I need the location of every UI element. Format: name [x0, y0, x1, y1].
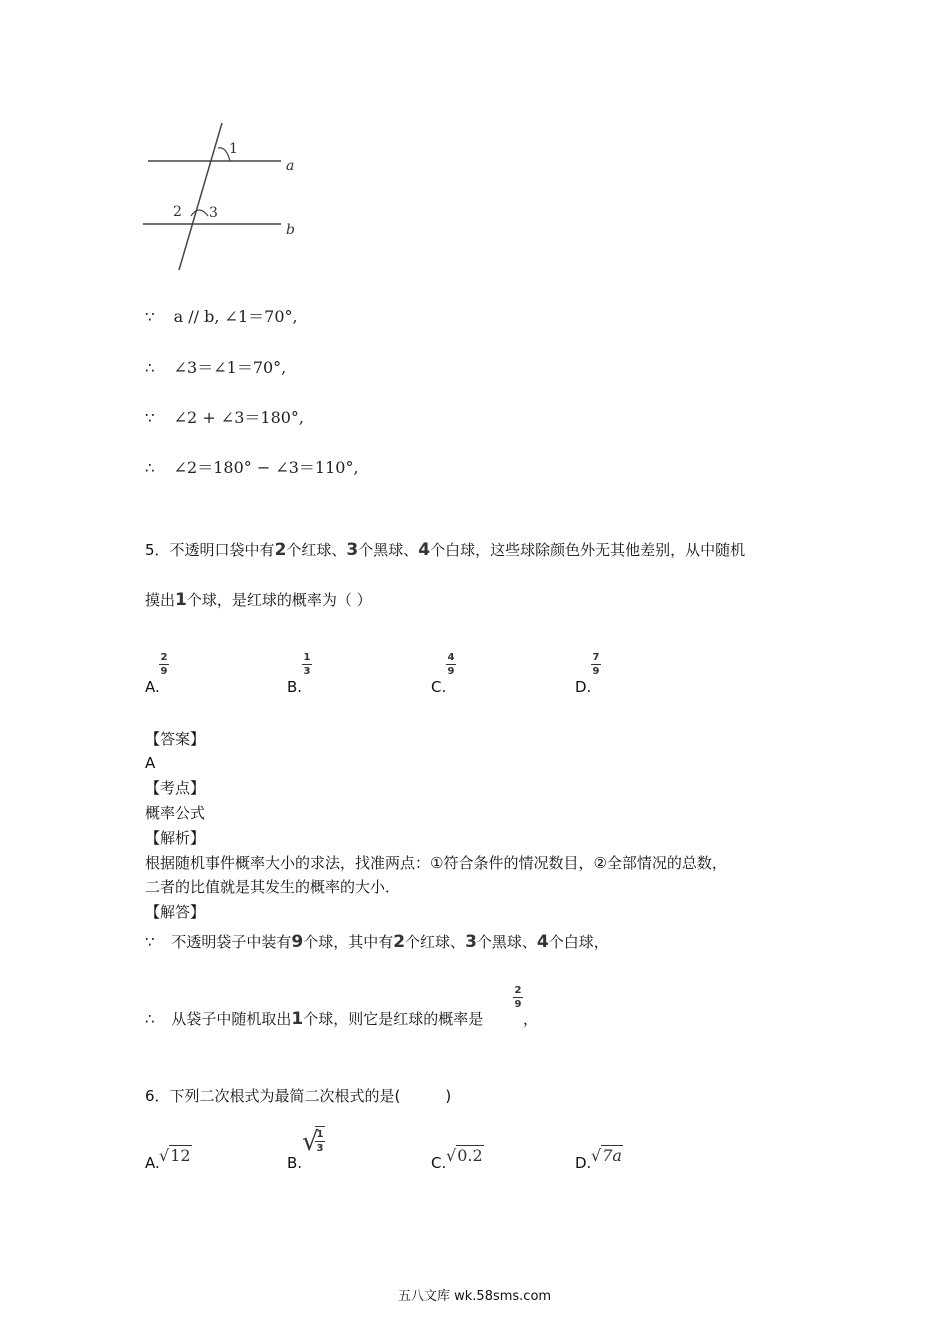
solution-fraction: [513, 985, 523, 1010]
option-letter: A.: [145, 1154, 160, 1172]
q6-stem: [145, 1086, 451, 1106]
point-heading: 【考点】: [145, 779, 206, 797]
number: 4: [418, 540, 431, 560]
stem-text: 个球，是红球的概率为（ ）: [186, 591, 372, 609]
solution-heading: 【解答】: [145, 903, 206, 921]
therefore-symbol: ∴: [145, 1010, 155, 1028]
point-value: 概率公式: [145, 804, 206, 822]
option-letter: D.: [575, 1154, 592, 1172]
option-letter: C.: [431, 678, 447, 696]
proof-text: ∠3＝∠1＝70°,: [173, 358, 287, 377]
question-number: 5．: [145, 541, 170, 559]
radical: √7a: [591, 1146, 622, 1165]
numerator: 7: [592, 652, 600, 663]
fraction: [446, 652, 456, 677]
denominator: 9: [447, 666, 455, 677]
stem-text: 不透明口袋中有: [169, 541, 275, 559]
numerator: 2: [160, 652, 168, 663]
analysis-line-2: 二者的比值就是其发生的概率的大小．: [145, 878, 401, 896]
radicand: 12: [170, 1146, 191, 1165]
solution-text: 个红球、: [405, 933, 466, 951]
analysis-line-1: 根据随机事件概率大小的求法，找准两点：①符合条件的情况数目，②全部情况的总数，: [145, 854, 727, 872]
stem-text: 下列二次根式为最简二次根式的是( ): [169, 1087, 452, 1105]
line-a-label: a: [286, 158, 295, 174]
radicand: 7a: [602, 1146, 622, 1165]
solution-end-comma: ，: [523, 1010, 539, 1028]
denominator: 3: [316, 1143, 324, 1154]
fraction: [159, 652, 169, 677]
number: 2: [393, 932, 406, 952]
because-symbol: ∵: [145, 308, 155, 326]
because-symbol: ∵: [145, 933, 155, 951]
option-letter: B.: [287, 678, 303, 696]
numerator: 1: [316, 1129, 324, 1140]
proof-line-4: [145, 455, 359, 478]
solution-text: 不透明袋子中装有: [171, 933, 292, 951]
answer-heading: 【答案】: [145, 730, 206, 748]
radical: √: [302, 1127, 319, 1157]
number: 3: [346, 540, 359, 560]
solution-line-1: [145, 932, 609, 952]
stem-text: 个红球、: [286, 541, 347, 559]
radical: √12: [159, 1146, 191, 1165]
denominator: 9: [514, 999, 522, 1010]
proof-text: ∠2＝180° − ∠3＝110°,: [173, 458, 359, 477]
number: 9: [291, 932, 304, 952]
angle-3-label: 3: [209, 205, 218, 221]
denominator: 9: [592, 666, 600, 677]
denominator: 9: [160, 666, 168, 677]
radical: √0.2: [446, 1146, 483, 1165]
therefore-symbol: ∴: [145, 359, 155, 377]
numerator: 2: [514, 985, 522, 996]
footer-watermark: 五八文库 wk.58sms.com: [398, 1289, 552, 1304]
transversal-line: [179, 123, 222, 270]
number: 1: [291, 1009, 304, 1029]
angle-1-label: 1: [229, 141, 238, 157]
proof-text: ∠2 + ∠3＝180°,: [173, 408, 305, 427]
therefore-symbol: ∴: [145, 459, 155, 477]
solution-text: 个黑球、: [476, 933, 537, 951]
angle-2-label: 2: [173, 204, 182, 220]
fraction: [315, 1126, 325, 1154]
analysis-heading: 【解析】: [145, 829, 206, 847]
option-letter: D.: [575, 678, 592, 696]
q5-stem-line-2: [145, 590, 372, 610]
fraction: [591, 652, 601, 677]
radicand: 0.2: [457, 1146, 483, 1165]
number: 2: [274, 540, 287, 560]
stem-text: 摸出: [145, 591, 176, 609]
solution-text: 个球，则它是红球的概率是: [303, 1010, 484, 1028]
option-letter: C.: [431, 1154, 447, 1172]
number: 1: [175, 590, 187, 610]
option-letter: B.: [287, 1154, 303, 1172]
stem-text: 个黑球、: [358, 541, 419, 559]
solution-text: 从袋子中随机取出: [171, 1010, 292, 1028]
because-symbol: ∵: [145, 409, 155, 427]
denominator: 3: [303, 666, 311, 677]
proof-line-2: [145, 355, 286, 378]
proof-line-3: [145, 405, 304, 428]
stem-text: 个白球，这些球除颜色外无其他差别，从中随机: [430, 541, 746, 559]
proof-line-1: [145, 304, 298, 327]
fraction: [302, 652, 312, 677]
solution-text: 个白球，: [548, 933, 609, 951]
line-b-label: b: [286, 222, 295, 238]
q5-stem-line-1: [145, 540, 745, 560]
question-number: 6．: [145, 1087, 170, 1105]
proof-text: a // b, ∠1＝70°,: [173, 307, 298, 326]
numerator: 4: [447, 652, 455, 663]
numerator: 1: [303, 652, 311, 663]
option-letter: A.: [145, 678, 160, 696]
solution-text: 个球，其中有: [303, 933, 394, 951]
answer-value: A: [145, 754, 156, 772]
solution-line-2: [145, 1009, 483, 1029]
angle-2-3-arc: [191, 210, 208, 216]
parallel-lines-figure: [135, 118, 315, 278]
number: 3: [465, 932, 477, 952]
number: 4: [536, 932, 549, 952]
